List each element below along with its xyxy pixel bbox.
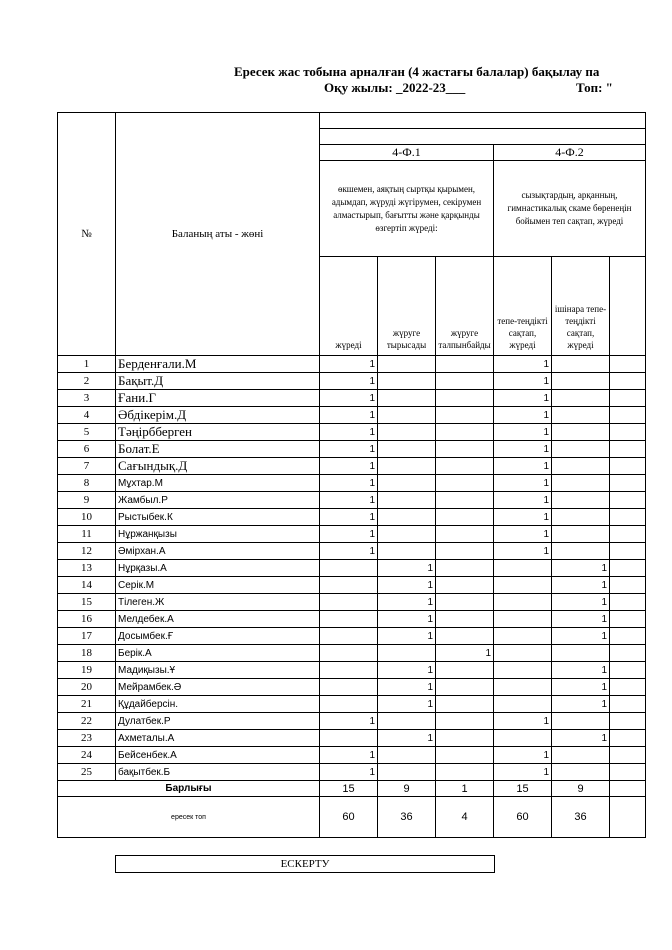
score-cell bbox=[494, 611, 552, 628]
score-cell bbox=[494, 628, 552, 645]
score-cell: 1 bbox=[320, 407, 378, 424]
score-cell bbox=[436, 628, 494, 645]
blank-cell bbox=[610, 441, 646, 458]
student-name: бақытбек.Б bbox=[116, 764, 320, 781]
sub-header: жүруге талпынбайды bbox=[436, 257, 494, 356]
table-row bbox=[58, 611, 646, 628]
percent-cell: 60 bbox=[494, 797, 552, 838]
score-cell bbox=[436, 390, 494, 407]
row-number: 9 bbox=[58, 492, 116, 509]
score-cell bbox=[378, 390, 436, 407]
total-cell: 15 bbox=[320, 781, 378, 797]
score-cell bbox=[552, 390, 610, 407]
table-row bbox=[58, 475, 646, 492]
student-name: Тәңірбберген bbox=[116, 424, 320, 441]
sub-header: тепе-теңдікті сақтап, жүреді bbox=[494, 257, 552, 356]
score-cell: 1 bbox=[494, 764, 552, 781]
score-cell bbox=[494, 662, 552, 679]
score-cell: 1 bbox=[320, 458, 378, 475]
score-cell bbox=[320, 594, 378, 611]
table-row bbox=[58, 764, 646, 781]
score-cell bbox=[552, 509, 610, 526]
blank-header-cell bbox=[320, 113, 646, 129]
student-name: Досымбек.Ғ bbox=[116, 628, 320, 645]
score-cell bbox=[378, 356, 436, 373]
student-name: Жамбыл.Р bbox=[116, 492, 320, 509]
row-number: 4 bbox=[58, 407, 116, 424]
blank-cell bbox=[610, 560, 646, 577]
blank-cell bbox=[610, 797, 646, 838]
table-row bbox=[58, 424, 646, 441]
score-cell bbox=[378, 407, 436, 424]
score-cell: 1 bbox=[320, 713, 378, 730]
score-cell: 1 bbox=[494, 526, 552, 543]
row-number: 2 bbox=[58, 373, 116, 390]
blank-cell bbox=[610, 713, 646, 730]
table-row bbox=[58, 373, 646, 390]
score-cell bbox=[320, 730, 378, 747]
score-cell bbox=[552, 441, 610, 458]
score-cell bbox=[436, 407, 494, 424]
score-cell bbox=[436, 356, 494, 373]
row-number: 23 bbox=[58, 730, 116, 747]
score-cell bbox=[494, 696, 552, 713]
percent-cell: 36 bbox=[552, 797, 610, 838]
table-row bbox=[58, 458, 646, 475]
score-cell bbox=[378, 492, 436, 509]
score-cell: 1 bbox=[494, 458, 552, 475]
score-cell: 1 bbox=[494, 509, 552, 526]
blank-cell bbox=[610, 594, 646, 611]
table-row bbox=[58, 730, 646, 747]
score-cell: 1 bbox=[320, 475, 378, 492]
blank-cell bbox=[610, 356, 646, 373]
row-number: 17 bbox=[58, 628, 116, 645]
score-cell bbox=[494, 560, 552, 577]
score-cell bbox=[378, 509, 436, 526]
blank-cell bbox=[610, 407, 646, 424]
score-cell: 1 bbox=[552, 594, 610, 611]
group-description-2: сызықтардың, арқанның, гимнастикалық скаме бөренеңін бойымен теп сақтап, жүреді bbox=[494, 161, 646, 257]
student-name: Дулатбек.Р bbox=[116, 713, 320, 730]
score-cell bbox=[320, 696, 378, 713]
score-cell bbox=[378, 526, 436, 543]
total-cell: 1 bbox=[436, 781, 494, 797]
row-number: 22 bbox=[58, 713, 116, 730]
row-number: 15 bbox=[58, 594, 116, 611]
table-body bbox=[58, 356, 646, 781]
study-year: Оқу жылы: _2022-23___ bbox=[324, 80, 466, 95]
blank-cell bbox=[610, 628, 646, 645]
score-cell bbox=[320, 645, 378, 662]
score-cell bbox=[378, 713, 436, 730]
table-row bbox=[58, 628, 646, 645]
score-cell: 1 bbox=[320, 492, 378, 509]
student-name: Нұрқазы.А bbox=[116, 560, 320, 577]
score-cell: 1 bbox=[494, 407, 552, 424]
score-cell bbox=[320, 628, 378, 645]
score-cell bbox=[436, 492, 494, 509]
score-cell bbox=[494, 679, 552, 696]
score-cell bbox=[552, 424, 610, 441]
blank-cell bbox=[610, 696, 646, 713]
score-cell: 1 bbox=[436, 645, 494, 662]
score-cell: 1 bbox=[378, 560, 436, 577]
score-cell bbox=[378, 475, 436, 492]
score-cell bbox=[436, 577, 494, 594]
student-name: Серік.М bbox=[116, 577, 320, 594]
score-cell: 1 bbox=[494, 424, 552, 441]
score-cell bbox=[436, 458, 494, 475]
score-cell bbox=[436, 662, 494, 679]
row-number: 5 bbox=[58, 424, 116, 441]
blank-cell bbox=[610, 424, 646, 441]
score-cell bbox=[552, 475, 610, 492]
table-row bbox=[58, 407, 646, 424]
percent-label: ересек топ bbox=[58, 797, 320, 838]
score-cell bbox=[436, 594, 494, 611]
score-cell bbox=[552, 747, 610, 764]
score-cell bbox=[436, 713, 494, 730]
blank-cell bbox=[610, 509, 646, 526]
blank-cell bbox=[610, 526, 646, 543]
table-row bbox=[58, 662, 646, 679]
score-cell bbox=[552, 407, 610, 424]
row-number: 13 bbox=[58, 560, 116, 577]
score-cell bbox=[378, 764, 436, 781]
student-name: Нұржанқызы bbox=[116, 526, 320, 543]
row-number: 6 bbox=[58, 441, 116, 458]
row-number: 16 bbox=[58, 611, 116, 628]
blank-cell bbox=[610, 679, 646, 696]
score-cell bbox=[552, 764, 610, 781]
score-cell bbox=[552, 492, 610, 509]
student-name: Әмірхан.А bbox=[116, 543, 320, 560]
sub-header: жүруге тырысады bbox=[378, 257, 436, 356]
row-number: 19 bbox=[58, 662, 116, 679]
score-cell bbox=[436, 424, 494, 441]
table-row bbox=[58, 560, 646, 577]
sub-header: жүреді bbox=[320, 257, 378, 356]
score-cell bbox=[378, 747, 436, 764]
blank-cell bbox=[610, 475, 646, 492]
table-row bbox=[58, 390, 646, 407]
score-cell: 1 bbox=[320, 441, 378, 458]
row-number: 10 bbox=[58, 509, 116, 526]
score-cell: 1 bbox=[320, 356, 378, 373]
score-cell: 1 bbox=[494, 390, 552, 407]
blank-cell bbox=[610, 730, 646, 747]
score-cell: 1 bbox=[552, 679, 610, 696]
student-name: Ахметалы.А bbox=[116, 730, 320, 747]
score-cell bbox=[436, 560, 494, 577]
score-cell bbox=[552, 526, 610, 543]
score-cell: 1 bbox=[320, 543, 378, 560]
group-label: Топ: " bbox=[576, 80, 613, 95]
blank-cell bbox=[610, 577, 646, 594]
row-number: 14 bbox=[58, 577, 116, 594]
student-name: Құдайберсін. bbox=[116, 696, 320, 713]
blank-cell bbox=[610, 492, 646, 509]
score-cell: 1 bbox=[552, 662, 610, 679]
row-number: 18 bbox=[58, 645, 116, 662]
row-number: 11 bbox=[58, 526, 116, 543]
blank-cell bbox=[610, 781, 646, 797]
student-name: Берденғали.М bbox=[116, 356, 320, 373]
score-cell bbox=[552, 713, 610, 730]
score-cell: 1 bbox=[378, 696, 436, 713]
blank-cell bbox=[610, 390, 646, 407]
score-cell: 1 bbox=[552, 611, 610, 628]
score-cell bbox=[320, 577, 378, 594]
blank-cell bbox=[610, 662, 646, 679]
percent-cell: 60 bbox=[320, 797, 378, 838]
row-number: 20 bbox=[58, 679, 116, 696]
student-name: Бақыт.Д bbox=[116, 373, 320, 390]
score-cell: 1 bbox=[494, 373, 552, 390]
score-cell bbox=[436, 475, 494, 492]
score-cell bbox=[552, 543, 610, 560]
row-number: 12 bbox=[58, 543, 116, 560]
score-cell bbox=[552, 373, 610, 390]
blank-cell bbox=[610, 747, 646, 764]
row-number: 25 bbox=[58, 764, 116, 781]
score-cell bbox=[378, 458, 436, 475]
score-cell: 1 bbox=[378, 679, 436, 696]
score-cell bbox=[378, 424, 436, 441]
student-name: Мадиқызы.Ұ bbox=[116, 662, 320, 679]
table-row bbox=[58, 594, 646, 611]
score-cell: 1 bbox=[378, 594, 436, 611]
score-cell bbox=[320, 679, 378, 696]
col-header-number: № bbox=[58, 113, 116, 356]
score-cell bbox=[378, 543, 436, 560]
total-cell: 9 bbox=[378, 781, 436, 797]
score-cell: 1 bbox=[494, 713, 552, 730]
score-cell bbox=[378, 441, 436, 458]
score-cell bbox=[436, 730, 494, 747]
score-cell: 1 bbox=[320, 373, 378, 390]
score-cell bbox=[320, 662, 378, 679]
score-cell: 1 bbox=[378, 577, 436, 594]
score-cell: 1 bbox=[552, 628, 610, 645]
score-cell: 1 bbox=[320, 424, 378, 441]
score-cell bbox=[436, 679, 494, 696]
score-cell bbox=[494, 577, 552, 594]
totals-label: Барлығы bbox=[58, 781, 320, 797]
score-cell: 1 bbox=[552, 560, 610, 577]
blank-cell bbox=[610, 458, 646, 475]
student-name: Сағындық.Д bbox=[116, 458, 320, 475]
score-cell: 1 bbox=[320, 526, 378, 543]
score-cell bbox=[494, 730, 552, 747]
percent-cell: 36 bbox=[378, 797, 436, 838]
row-number: 24 bbox=[58, 747, 116, 764]
row-number: 8 bbox=[58, 475, 116, 492]
table-row bbox=[58, 747, 646, 764]
table-row bbox=[58, 645, 646, 662]
table-row bbox=[58, 509, 646, 526]
score-cell bbox=[436, 441, 494, 458]
blank-cell bbox=[610, 373, 646, 390]
score-cell: 1 bbox=[378, 611, 436, 628]
table-row bbox=[58, 543, 646, 560]
score-cell bbox=[436, 747, 494, 764]
group-description-1: өкшемен, аяқтың сыртқы қырымен, адымдап, жүруді жүгірумен, секірумен алмастырып, бағытты және қарқынды өзгертіп жүреді: bbox=[320, 161, 494, 257]
student-name: Рыстыбек.К bbox=[116, 509, 320, 526]
table-row bbox=[58, 441, 646, 458]
score-cell: 1 bbox=[494, 747, 552, 764]
score-cell: 1 bbox=[494, 475, 552, 492]
table-row bbox=[58, 679, 646, 696]
observation-sheet bbox=[57, 112, 632, 842]
score-cell: 1 bbox=[552, 730, 610, 747]
score-cell: 1 bbox=[378, 730, 436, 747]
student-name: Әбдікерім.Д bbox=[116, 407, 320, 424]
table-row bbox=[58, 696, 646, 713]
group-code-1: 4-Ф.1 bbox=[320, 145, 494, 161]
score-cell bbox=[552, 458, 610, 475]
note-box: ЕСКЕРТУ bbox=[115, 855, 495, 873]
row-number: 1 bbox=[58, 356, 116, 373]
table-row bbox=[58, 356, 646, 373]
score-cell bbox=[378, 373, 436, 390]
row-number: 7 bbox=[58, 458, 116, 475]
score-cell bbox=[436, 526, 494, 543]
row-number: 3 bbox=[58, 390, 116, 407]
score-cell: 1 bbox=[378, 628, 436, 645]
score-cell: 1 bbox=[552, 696, 610, 713]
score-cell: 1 bbox=[320, 390, 378, 407]
score-cell bbox=[320, 611, 378, 628]
score-cell: 1 bbox=[320, 764, 378, 781]
student-name: Болат.Е bbox=[116, 441, 320, 458]
student-name: Мейрамбек.Ә bbox=[116, 679, 320, 696]
student-name: Тілеген.Ж bbox=[116, 594, 320, 611]
score-cell bbox=[378, 645, 436, 662]
sub-header: ішінара тепе-теңдікті сақтап, жүреді bbox=[552, 257, 610, 356]
score-cell bbox=[436, 509, 494, 526]
blank-header-cell bbox=[320, 129, 646, 145]
student-name: Мұхтар.М bbox=[116, 475, 320, 492]
blank-cell bbox=[610, 764, 646, 781]
score-cell: 1 bbox=[494, 441, 552, 458]
score-cell bbox=[320, 560, 378, 577]
score-cell bbox=[552, 356, 610, 373]
score-cell: 1 bbox=[378, 662, 436, 679]
table-row bbox=[58, 492, 646, 509]
student-name: Берік.А bbox=[116, 645, 320, 662]
table-row bbox=[58, 713, 646, 730]
student-name: Бейсенбек.А bbox=[116, 747, 320, 764]
table-row bbox=[58, 526, 646, 543]
student-name: Ғани.Г bbox=[116, 390, 320, 407]
score-cell bbox=[436, 373, 494, 390]
total-cell: 9 bbox=[552, 781, 610, 797]
score-cell bbox=[436, 611, 494, 628]
score-cell bbox=[436, 764, 494, 781]
total-cell: 15 bbox=[494, 781, 552, 797]
blank-cell bbox=[610, 645, 646, 662]
score-cell: 1 bbox=[552, 577, 610, 594]
score-cell bbox=[436, 543, 494, 560]
blank-cell bbox=[610, 543, 646, 560]
table-row bbox=[58, 577, 646, 594]
score-cell bbox=[436, 696, 494, 713]
score-cell: 1 bbox=[494, 492, 552, 509]
score-cell: 1 bbox=[494, 543, 552, 560]
percent-cell: 4 bbox=[436, 797, 494, 838]
score-cell bbox=[494, 594, 552, 611]
score-cell: 1 bbox=[320, 509, 378, 526]
score-cell: 1 bbox=[320, 747, 378, 764]
blank-header-cell bbox=[610, 257, 646, 356]
col-header-name: Баланың аты - жөні bbox=[116, 113, 320, 356]
score-cell: 1 bbox=[494, 356, 552, 373]
row-number: 21 bbox=[58, 696, 116, 713]
report-title: Ересек жас тобына арналған (4 жастағы балалар) бақылау па bbox=[234, 64, 600, 79]
observation-table bbox=[57, 112, 646, 838]
score-cell bbox=[494, 645, 552, 662]
group-code-2: 4-Ф.2 bbox=[494, 145, 646, 161]
student-name: Мелдебек.А bbox=[116, 611, 320, 628]
score-cell bbox=[552, 645, 610, 662]
blank-cell bbox=[610, 611, 646, 628]
